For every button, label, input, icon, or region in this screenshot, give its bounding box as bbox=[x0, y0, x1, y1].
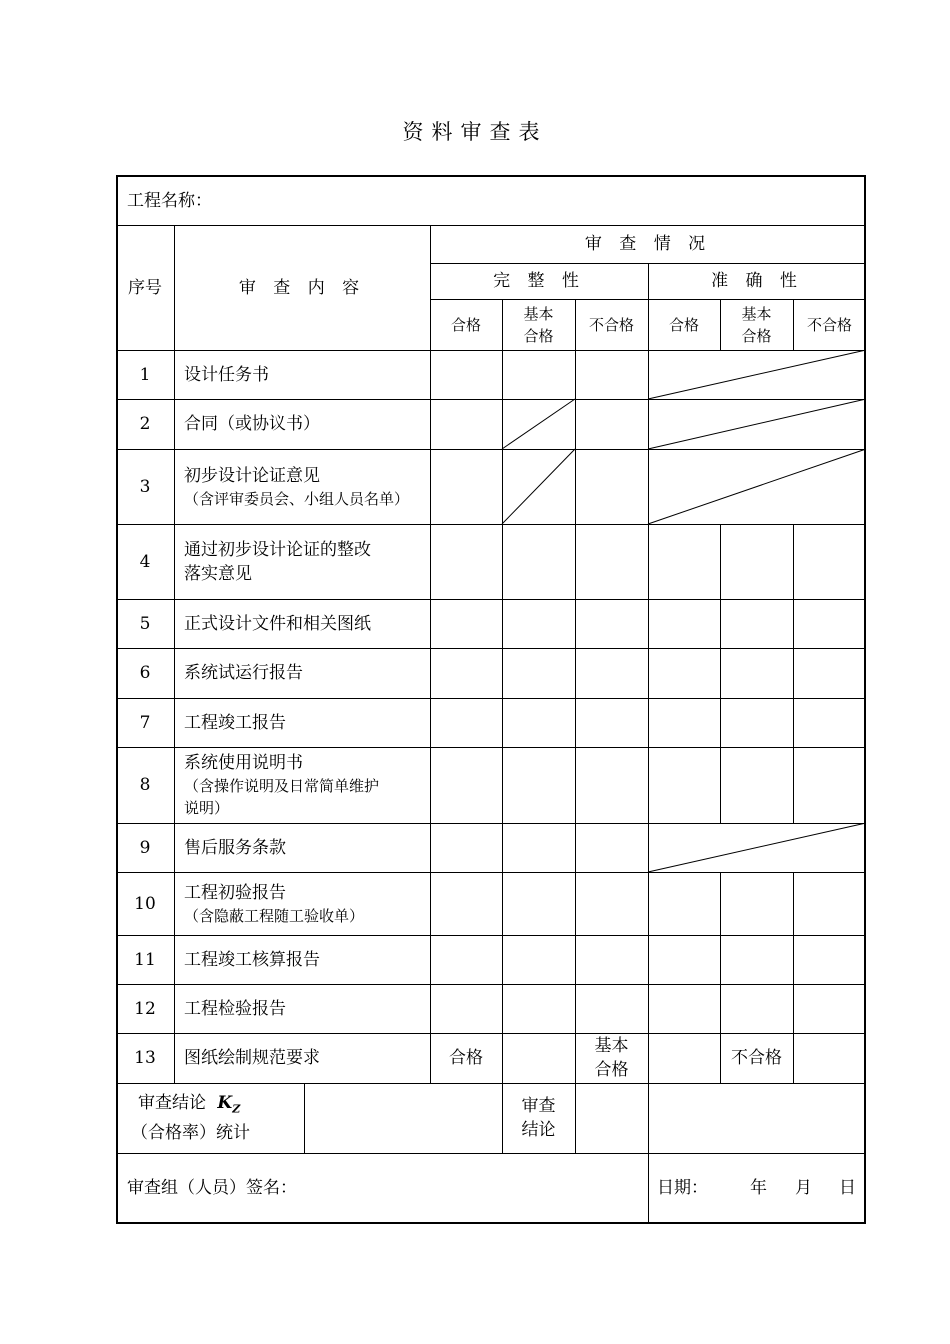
row-number: 13 bbox=[134, 1048, 156, 1068]
situation-header: 审 查 情 况 bbox=[584, 234, 712, 254]
row-number: 1 bbox=[139, 364, 151, 385]
kz-statistics-label bbox=[131, 1083, 250, 1153]
row-content bbox=[184, 524, 371, 599]
row-content-note-cont: 说明） bbox=[184, 799, 230, 817]
row-content-note: （含操作说明及日常简单维护 bbox=[184, 777, 380, 795]
row-number: 4 bbox=[139, 551, 151, 572]
completeness-header: 完 整 性 bbox=[493, 271, 585, 291]
review-result-field[interactable] bbox=[577, 1086, 862, 1150]
kz-label-text: 审查结论 bbox=[138, 1092, 206, 1113]
row-number: 12 bbox=[134, 998, 156, 1019]
rule bbox=[720, 524, 721, 823]
rule bbox=[575, 299, 576, 1153]
date-month: 月 bbox=[795, 1178, 812, 1198]
row-content-note: （含隐蔽工程随工验收单） bbox=[184, 906, 365, 925]
content-header: 审 查 内 容 bbox=[238, 277, 366, 298]
accuracy-basic-header bbox=[720, 299, 793, 350]
date-label: 日期： bbox=[657, 1178, 708, 1198]
kz-label-line2: （合格率）统计 bbox=[131, 1123, 250, 1144]
basic-line1: 基本 bbox=[523, 304, 554, 323]
row13-pass-cell: 合格 bbox=[449, 1048, 483, 1068]
accuracy-pass-header: 合格 bbox=[668, 315, 699, 334]
row13-basic-cell bbox=[575, 1033, 648, 1083]
row-content: 合同（或协议书） bbox=[184, 414, 320, 434]
project-name-field[interactable] bbox=[220, 180, 860, 222]
row-content-line2: 落实意见 bbox=[184, 563, 252, 584]
row-content-note: （含评审委员会、小组人员名单） bbox=[184, 489, 410, 508]
basic-line1: 基本 bbox=[741, 304, 772, 323]
seq-header: 序号 bbox=[128, 277, 162, 298]
row-content: 正式设计文件和相关图纸 bbox=[184, 613, 371, 634]
row-number: 8 bbox=[139, 775, 151, 795]
row-content: 系统试运行报告 bbox=[184, 663, 303, 683]
signature-field[interactable] bbox=[300, 1158, 640, 1218]
row-content: 工程竣工核算报告 bbox=[184, 949, 320, 970]
completeness-fail-header: 不合格 bbox=[588, 315, 634, 334]
accuracy-header: 准 确 性 bbox=[711, 271, 803, 291]
k-subscript: Z bbox=[232, 1102, 241, 1116]
date-day: 日 bbox=[839, 1178, 856, 1198]
rule bbox=[174, 225, 175, 1083]
result-line1: 审查 bbox=[521, 1096, 556, 1116]
basic-line2: 合格 bbox=[523, 326, 554, 345]
basic-line1: 基本 bbox=[594, 1036, 629, 1056]
row-content: 设计任务书 bbox=[184, 364, 269, 385]
signature-label: 审查组（人员）签名： bbox=[127, 1178, 297, 1198]
row-number: 9 bbox=[139, 837, 151, 858]
completeness-pass-header: 合格 bbox=[450, 315, 481, 334]
row-number: 5 bbox=[139, 613, 151, 634]
rule bbox=[304, 1083, 305, 1153]
rule bbox=[648, 263, 649, 1224]
review-result-label bbox=[502, 1083, 575, 1153]
rule bbox=[502, 299, 503, 1153]
date-year: 年 bbox=[750, 1178, 767, 1198]
basic-line2: 合格 bbox=[741, 326, 772, 345]
row-content: 工程竣工报告 bbox=[184, 712, 286, 733]
row-number: 2 bbox=[139, 414, 151, 434]
row-content: 图纸绘制规范要求 bbox=[184, 1048, 320, 1068]
row-content bbox=[184, 747, 379, 823]
rule bbox=[793, 524, 794, 823]
kz-symbol bbox=[217, 1092, 241, 1116]
row-content-line1: 通过初步设计论证的整改 bbox=[184, 539, 371, 560]
row13-fail-cell: 不合格 bbox=[731, 1048, 782, 1068]
rule bbox=[793, 872, 794, 1083]
row-number: 6 bbox=[139, 663, 151, 683]
k-letter: K bbox=[217, 1092, 233, 1113]
row-number: 10 bbox=[134, 893, 156, 914]
row-content-line1: 系统使用说明书 bbox=[184, 753, 303, 773]
row-content: 售后服务条款 bbox=[184, 837, 286, 858]
row-content: 工程检验报告 bbox=[184, 998, 286, 1019]
project-name-label: 工程名称： bbox=[127, 191, 212, 211]
result-line2: 结论 bbox=[521, 1120, 556, 1140]
row-content-line1: 工程初验报告 bbox=[184, 882, 286, 903]
row-number: 3 bbox=[139, 476, 151, 497]
kz-statistics-field[interactable] bbox=[306, 1086, 500, 1150]
kz-label-line1 bbox=[131, 1091, 240, 1121]
page-title: 资料审查表 bbox=[402, 120, 548, 144]
accuracy-fail-header: 不合格 bbox=[806, 315, 852, 334]
completeness-basic-header bbox=[502, 299, 575, 350]
row-content-line1: 初步设计论证意见 bbox=[184, 465, 320, 486]
rule bbox=[430, 225, 431, 1083]
row-number: 7 bbox=[139, 712, 151, 733]
row-number: 11 bbox=[134, 949, 156, 970]
row-content bbox=[184, 872, 364, 935]
basic-line2: 合格 bbox=[594, 1060, 629, 1080]
row-content bbox=[184, 449, 409, 524]
